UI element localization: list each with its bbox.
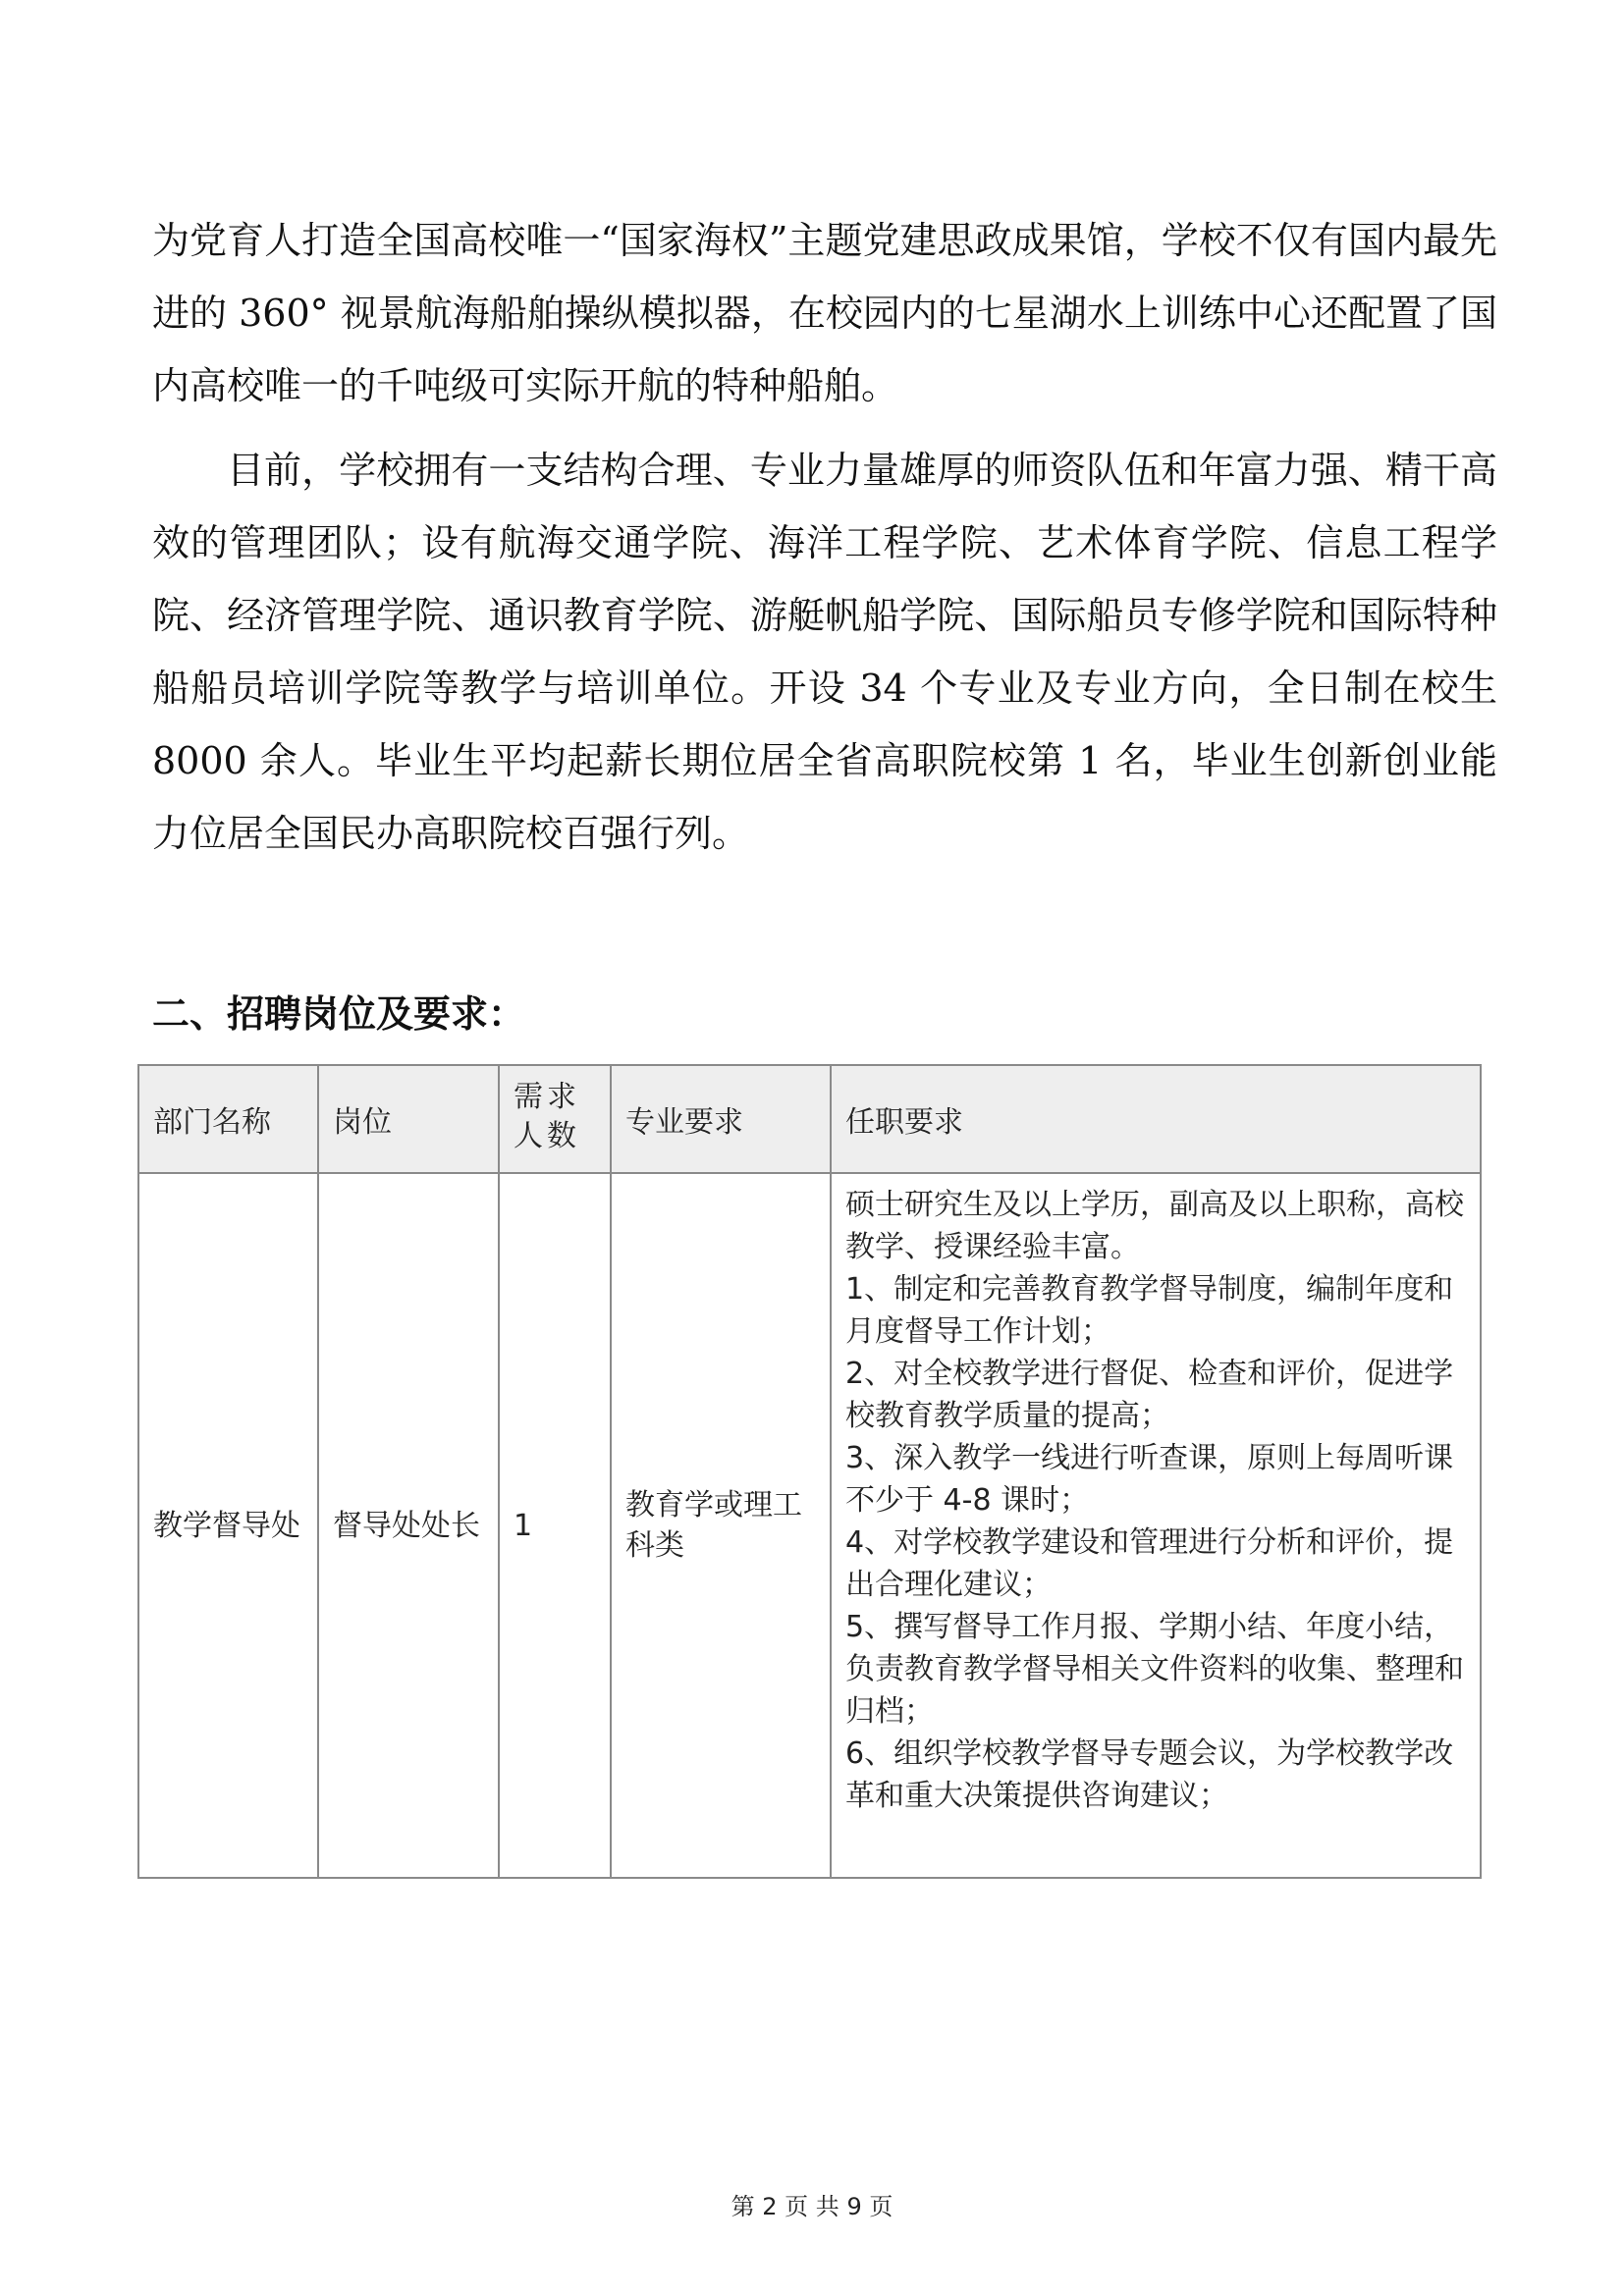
requirement-line: 3、深入教学一线进行听查课，原则上每周听课不少于 4-8 课时； [845,1441,1454,1518]
header-count: 需求人数 [499,1065,611,1173]
table-row [138,1173,1481,1878]
header-major: 专业要求 [611,1065,831,1173]
requirement-line: 5、撰写督导工作月报、学期小结、年度小结，负责教育教学督导相关文件资料的收集、整理和归档； [845,1610,1464,1729]
header-position: 岗位 [318,1065,499,1173]
requirement-line: 6、组织学校教学督导专题会议，为学校教学改革和重大决策提供咨询建议； [845,1736,1454,1813]
requirement-line: 1、制定和完善教育教学督导制度，编制年度和月度督导工作计划； [845,1272,1454,1349]
cell-position: 督导处处长 [318,1173,499,1878]
jobs-table [137,1064,1482,1879]
requirement-line: 2、对全校教学进行督促、检查和评价，促进学校教育教学质量的提高； [845,1357,1454,1433]
page-footer: 第 2 页 共 9 页 [731,2193,893,2220]
table-header-row [138,1065,1481,1173]
section-heading: 二、招聘岗位及要求： [152,992,526,1036]
header-requirements: 任职要求 [831,1065,1481,1173]
cell-department: 教学督导处 [138,1173,318,1878]
requirement-line: 4、对学校教学建设和管理进行分析和评价，提出合理化建议； [845,1525,1454,1602]
paragraph-2: 目前，学校拥有一支结构合理、专业力量雄厚的师资队伍和年富力强、精干高效的管理团队；设有航海交通学院、海洋工程学院、艺术体育学院、信息工程学院、经济管理学院、通识教育学院、游艇帆船学院、国际船员专修学院和国际特种船船员培训学院等教学与培训单位。开设 34 个专业及专业方向，全日制在校生 8000 余人。毕业生平均起薪长期位居全省高职院校第 1 名，毕业生创新创业能力位居全国民办高职院校百强行列。 [152,449,1497,855]
header-department: 部门名称 [138,1065,318,1173]
paragraph-1: 为党育人打造全国高校唯一“国家海权”主题党建思政成果馆，学校不仅有国内最先进的 360° 视景航海船舶操纵模拟器，在校园内的七星湖水上训练中心还配置了国内高校唯一的千吨级可实际开航的特种船舶。 [152,219,1497,407]
cell-major: 教育学或理工科类 [611,1173,831,1878]
intro-text [152,204,1497,881]
requirement-line: 硕士研究生及以上学历，副高及以上职称，高校教学、授课经验丰富。 [845,1188,1464,1264]
cell-requirements [831,1173,1481,1878]
cell-count: 1 [499,1173,611,1878]
